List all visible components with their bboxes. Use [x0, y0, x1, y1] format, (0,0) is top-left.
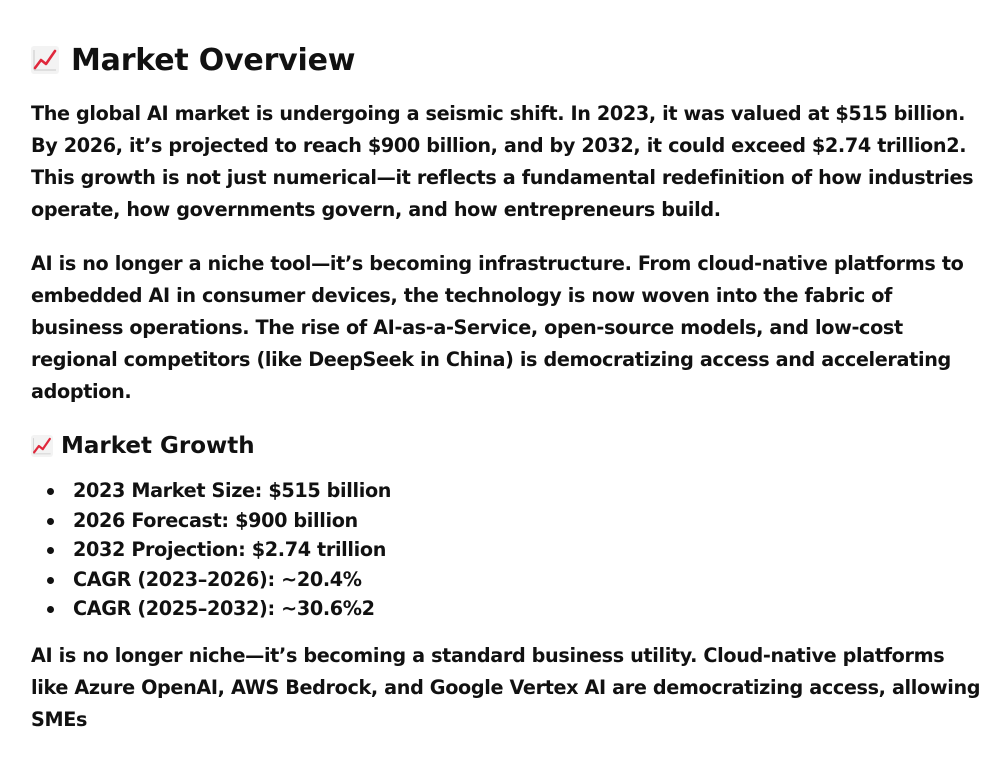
heading-market-growth: [31, 430, 981, 462]
bullet-icon: [47, 577, 54, 584]
page-title: Market Overview: [71, 42, 356, 78]
growth-stats-list: [31, 476, 981, 624]
list-item: [45, 535, 981, 565]
list-item-text: 2032 Projection: $2.74 trillion: [73, 538, 387, 561]
list-item-text: 2026 Forecast: $900 billion: [73, 508, 358, 532]
chart-increasing-icon: [31, 435, 53, 457]
list-item-text: CAGR (2025–2032): ~30.6%2: [73, 597, 375, 620]
bullet-icon: [47, 606, 54, 613]
overview-paragraph-1: The global AI market is undergoing a seismic shift. In 2023, it was valued at $515 billion. By 2026, it’s projected to reach $900 billion, and by 2032, it could exceed $2.74 trillion2. This growth is not just numerical—it reflects a fundamental redefinition of how industries operate, how governments govern, and how entrepreneurs build.: [31, 102, 974, 221]
document-body: [31, 36, 981, 758]
list-item: [45, 594, 981, 624]
list-item-text: CAGR (2023–2026): ~20.4%: [73, 567, 362, 591]
list-item: [45, 506, 981, 536]
bullet-icon: [47, 547, 54, 554]
list-item: [45, 565, 981, 595]
chart-increasing-icon: [31, 46, 59, 74]
list-item: [45, 476, 981, 506]
growth-closing-paragraph: AI is no longer niche—it’s becoming a standard business utility. Cloud-native platforms like Azure OpenAI, AWS Bedrock, and Google Vertex AI are democratizing access, allowing SMEs: [31, 643, 981, 731]
bullet-icon: [47, 488, 54, 495]
bullet-icon: [47, 518, 54, 525]
overview-paragraph-2: AI is no longer a niche tool—it’s becoming infrastructure. From cloud-native platforms to embedded AI in consumer devices, the technology is now woven into the fabric of business operations. The rise of AI-as-a-Service, open-source models, and low-cost regional competitors (like DeepSeek in China) is democratizing access and accelerating adoption.: [31, 252, 964, 403]
section-title: Market Growth: [61, 433, 255, 459]
heading-market-overview: [31, 36, 981, 84]
list-item-text: 2023 Market Size: $515 billion: [73, 479, 392, 502]
